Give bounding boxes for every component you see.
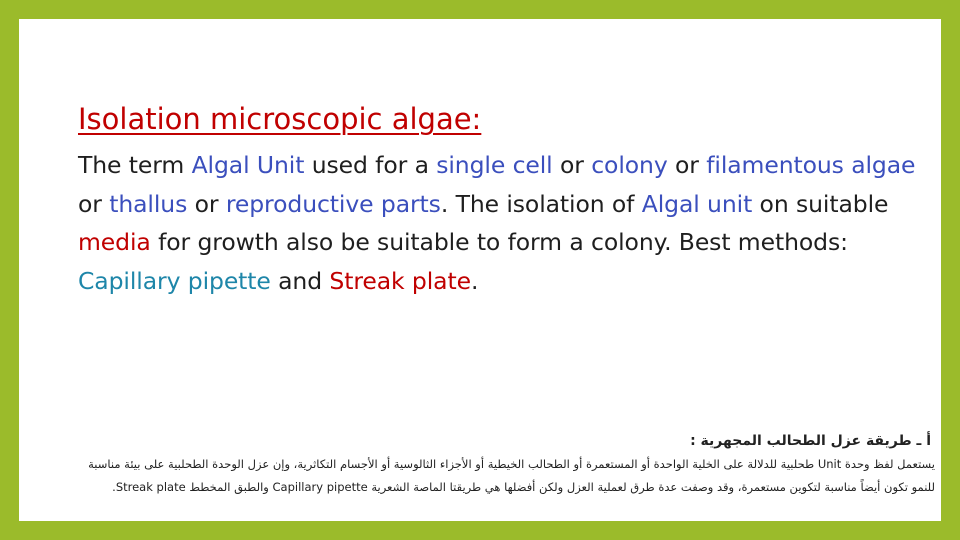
body-text: or: [552, 151, 592, 179]
term-capillary-pipette: Capillary pipette: [78, 266, 271, 295]
term-reproductive-parts: reproductive parts: [225, 189, 441, 218]
body-text: used for a: [304, 151, 437, 179]
body-text: . The isolation of: [440, 189, 642, 218]
term-streak-plate: Streak plate: [329, 266, 471, 295]
body-text: or: [187, 189, 226, 218]
arabic-heading: أ ـ طريقة عزل الطحالب المجهرية :: [690, 433, 931, 449]
slide-title: Isolation microscopic algae:: [78, 102, 482, 136]
body-text: on suitable: [752, 189, 889, 218]
term-colony: colony: [591, 151, 668, 179]
arabic-translation: [29, 429, 935, 499]
arabic-line-1: يستعمل لفظ وحدة Unit طحلبية للدلالة على الخلية الواحدة أو المستعمرة أو الطحالب الخيطية أو الأجزاء الثالوسية أو الأجسام التكاثرية، وإن عزل الوحدة الطحلبية على بيئة مناسبة: [88, 457, 935, 471]
body-text: or: [78, 189, 110, 218]
body-text: .: [470, 266, 479, 295]
body-text: and: [270, 266, 330, 295]
body-text: The term: [78, 151, 192, 179]
term-algal-unit-2: Algal unit: [641, 189, 753, 218]
term-media: media: [78, 228, 151, 256]
body-text: or: [667, 151, 707, 179]
term-filamentous-algae: filamentous algae: [706, 151, 916, 179]
slide: [19, 19, 941, 521]
arabic-line-2: للنمو تكون أيضاً مناسبة لتكوين مستعمرة، وقد وصفت عدة طرق لعملية العزل ولكن أفضلها هي طريقتا الماصة الشعرية Capillary pipette والطبق المخطط Streak plate.: [112, 480, 935, 494]
body-text: for growth also be suitable to form a colony. Best methods:: [150, 228, 848, 256]
term-single-cell: single cell: [436, 151, 553, 179]
term-thallus: thallus: [109, 189, 188, 218]
term-algal-unit: Algal Unit: [191, 151, 305, 179]
body-paragraph: [78, 146, 928, 300]
